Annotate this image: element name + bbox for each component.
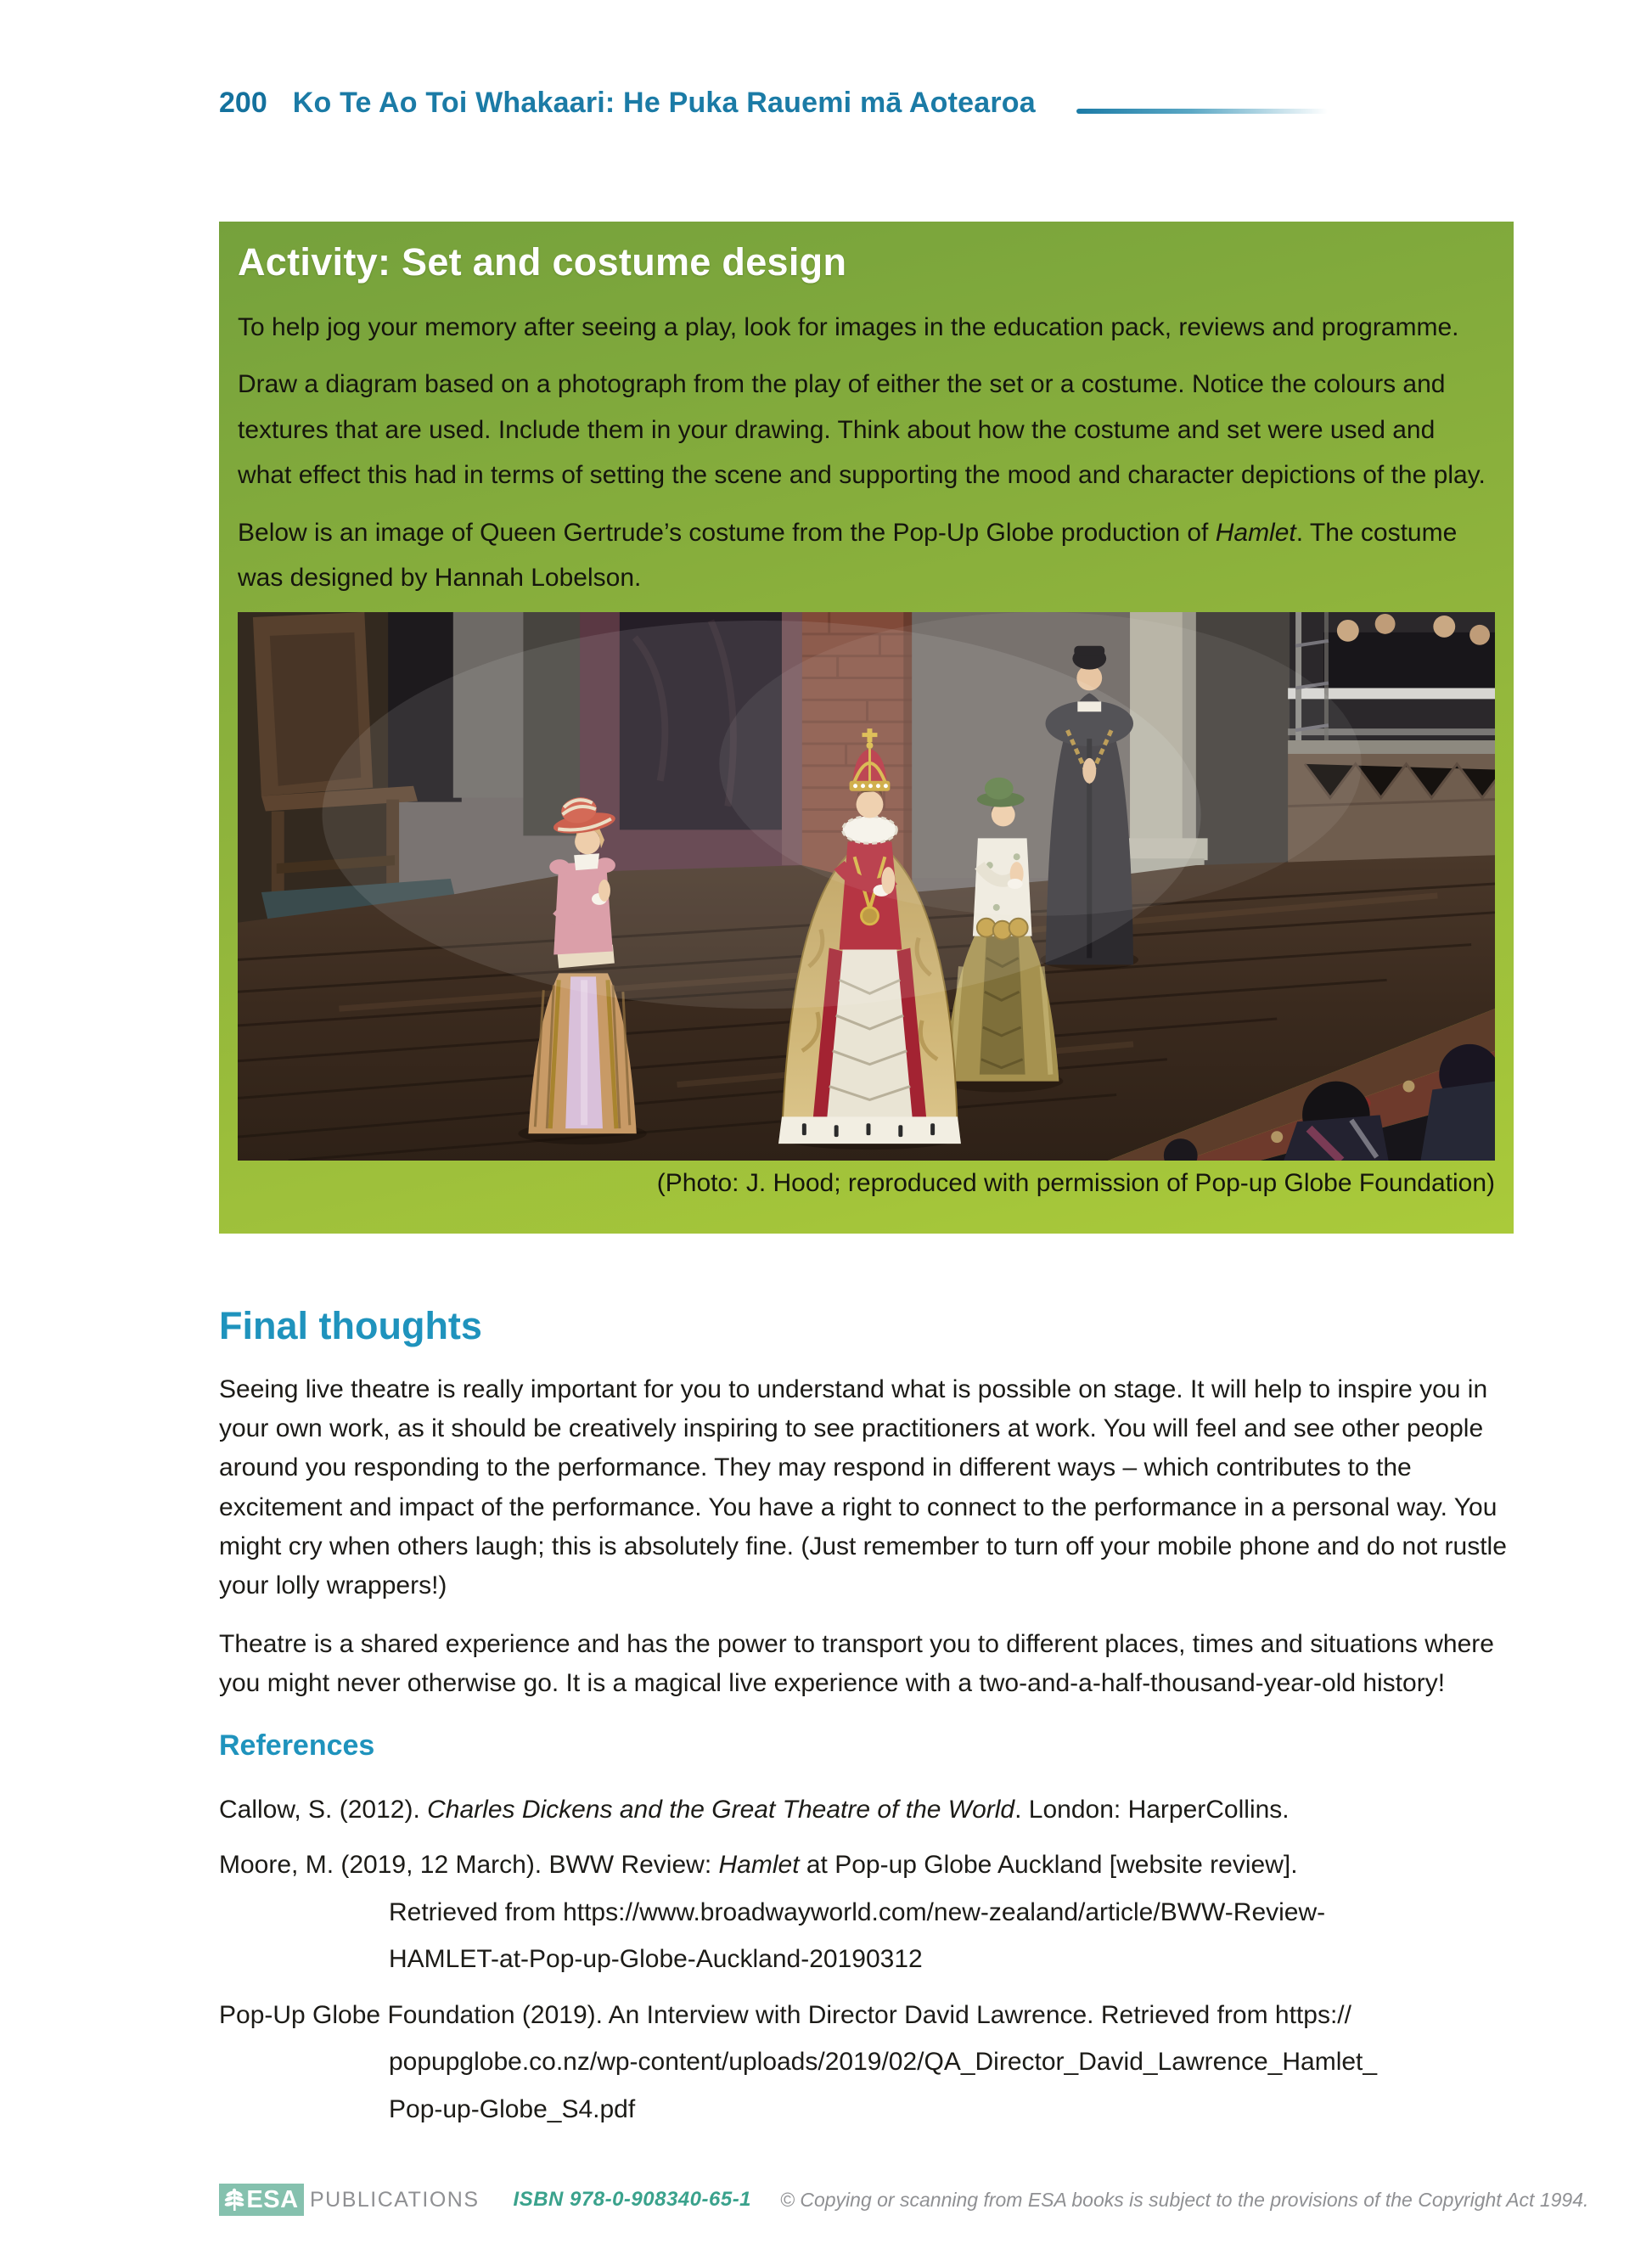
final-thoughts-paragraph: Seeing live theatre is really important for you to understand what is possible on stage. It will help to inspire you in your own work, as it should be creatively inspiring to see practitioners at work. You will feel and see other people around you responding to the performance. They may respond in different ways – which contributes to the excitement and impact of the performance. You have a right to connect to the performance in a personal way. You might cry when others laugh; this is absolutely fine. (Just remember to turn off your mobile phone and do not rustle your lolly wrappers!) [219, 1375, 1507, 1599]
copyright-notice: © Copying or scanning from ESA books is subject to the provisions of the Copyright Act 1994. [780, 2188, 1589, 2211]
photo-caption: (Photo: J. Hood; reproduced with permission of Pop-up Globe Foundation) [656, 1169, 1495, 1198]
main-copy [219, 1304, 1516, 2141]
references-heading: References [219, 1729, 375, 1762]
activity-title: Activity: Set and costume design [238, 240, 847, 284]
publications-label: PUBLICATIONS [310, 2187, 480, 2212]
page-header [219, 87, 1036, 120]
esa-logo-text: ESA [246, 2185, 299, 2213]
stage-photo-frame [238, 612, 1495, 1161]
activity-paragraph: Draw a diagram based on a photograph from the play of either the set or a costume. Notice the colours and textures that are used. Include them in your drawing. Think about how the costume and set were used and what effect this had in terms of setting the scene and supporting the mood and character depictions of the play. [238, 370, 1486, 490]
esa-logo [219, 2184, 304, 2216]
stage-photo [238, 612, 1495, 1161]
final-thoughts-paragraph: Theatre is a shared experience and has the power to transport you to different places, times and situations where you might never otherwise go. It is a magical live experience with a two-and-a-half-thousand-year-old history! [219, 1630, 1494, 1698]
reference-entry: Callow, S. (2012). Charles Dickens and the Great Theatre of the World. London: HarperCollins. [219, 1795, 1290, 1824]
header-rule [1076, 109, 1328, 114]
reference-entry: Pop-Up Globe Foundation (2019). An Interview with Director David Lawrence. Retrieved from https:// popupglobe.co.nz/wp-content/uploads/2019/02/QA_Director_David_Lawrence_Hamlet_ Pop-up-Globe_S4.pdf [219, 2000, 1378, 2123]
reference-entry: Moore, M. (2019, 12 March). BWW Review: Hamlet at Pop-up Globe Auckland [website review]. Retrieved from https://www.broadwayworld.com/new-zealand/article/BWW-Review- HAMLET-at-Pop-up-Globe-Auckland-20190312 [219, 1851, 1326, 1973]
isbn-label: ISBN 978-0-908340-65-1 [513, 2188, 752, 2211]
page-number: 200 [219, 87, 267, 119]
running-title: Ko Te Ao Toi Whakaari: He Puka Rauemi mā Aotearoa [292, 87, 1036, 119]
activity-paragraph: To help jog your memory after seeing a play, look for images in the education pack, reviews and programme. [238, 313, 1459, 341]
activity-paragraph: Below is an image of Queen Gertrude’s costume from the Pop-Up Globe production of Hamlet. The costume was designed by Hannah Lobelson. [238, 518, 1458, 592]
final-thoughts-heading: Final thoughts [219, 1304, 482, 1347]
fern-tree-icon [224, 2187, 244, 2212]
activity-box [219, 222, 1514, 1234]
page-footer [219, 2184, 1594, 2216]
